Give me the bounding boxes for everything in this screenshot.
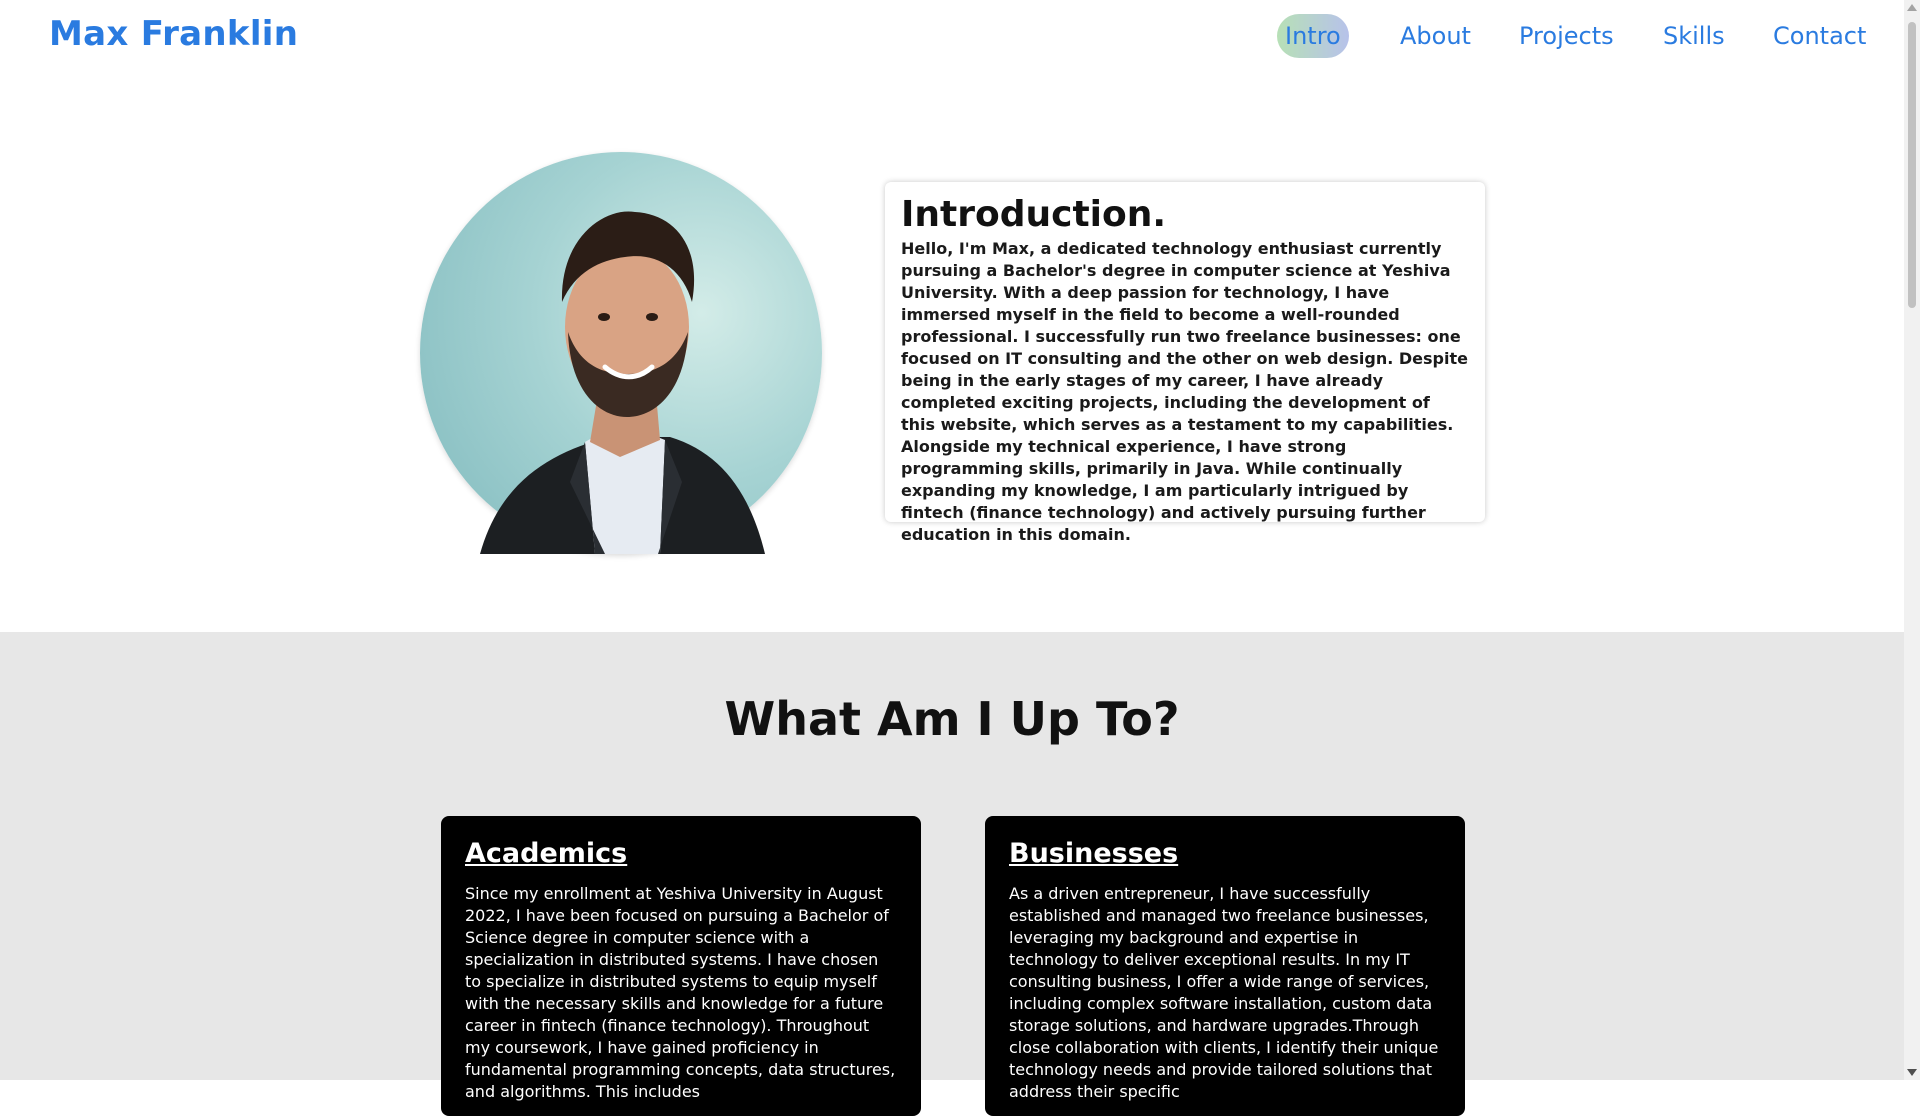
scrollbar-thumb[interactable] — [1908, 22, 1916, 308]
profile-photo — [420, 152, 822, 554]
intro-section — [0, 74, 1904, 632]
businesses-card — [985, 816, 1465, 1116]
nav-projects-link[interactable]: Projects — [1519, 22, 1614, 50]
businesses-card-title[interactable]: Businesses — [1009, 838, 1179, 869]
portrait-photo-icon — [420, 152, 822, 554]
scroll-down-icon[interactable] — [1907, 1069, 1917, 1076]
scroll-up-icon[interactable] — [1907, 4, 1917, 11]
nav-contact-link[interactable]: Contact — [1773, 22, 1867, 50]
nav-about-link[interactable]: About — [1400, 22, 1471, 50]
businesses-card-text: As a driven entrepreneur, I have successfully established and managed two freelance businesses, leveraging my background and expertise in technology to deliver exceptional results. In my IT consulting business, I offer a wide range of services, including complex software installation, custom data storage solutions, and hardware upgrades.Through close collaboration with clients, I identify their unique technology needs and provide tailored solutions that address their specific — [1009, 884, 1439, 1101]
academics-card-text: Since my enrollment at Yeshiva University in August 2022, I have been focused on pursuing a Bachelor of Science degree in computer science with a specialization in distributed systems. I have chosen to specialize in distributed systems to equip myself with the necessary skills and knowledge for a future career in fintech (finance technology). Throughout my coursework, I have gained proficiency in fundamental programming concepts, data structures, and algorithms. This includes — [465, 884, 896, 1101]
nav-intro-link[interactable]: Intro — [1277, 14, 1349, 58]
academics-card-title[interactable]: Academics — [465, 838, 628, 869]
section-heading: What Am I Up To? — [724, 692, 1180, 746]
site-header — [0, 0, 1904, 74]
page-scrollbar[interactable] — [1904, 0, 1920, 1080]
brand-logo-link[interactable]: Max Franklin — [49, 14, 299, 54]
what-am-i-up-to-section — [0, 632, 1904, 1101]
academics-card — [441, 816, 921, 1116]
introduction-text: Hello, I'm Max, a dedicated technology enthusiast currently pursuing a Bachelor's degree in computer science at Yeshiva University. With a deep passion for technology, I have immersed myself in the field to become a well-rounded professional. I successfully run two freelance businesses: one focused on IT consulting and the other on web design. Despite being in the early stages of my career, I have already completed exciting projects, including the development of this website, which serves as a testament to my capabilities. Alongside my technical experience, I have strong programming skills, primarily in Java. While continually expanding my knowledge, I am particularly intrigued by fintech (finance technology) and actively pursuing further education in this domain. — [901, 239, 1468, 544]
introduction-heading: Introduction. — [901, 194, 1167, 235]
main-nav — [0, 14, 1904, 58]
introduction-card — [885, 182, 1485, 544]
nav-skills-link[interactable]: Skills — [1663, 22, 1725, 50]
